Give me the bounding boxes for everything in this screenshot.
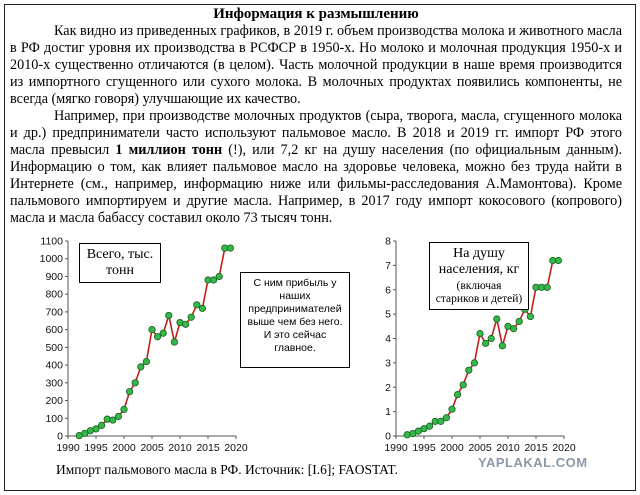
total-x-tick-label: 2000 [112, 442, 136, 454]
figure-caption: Импорт пальмового масла в РФ. Источник: [I.6]; FAOSTAT. [56, 462, 399, 477]
per-capita-data-point [555, 257, 561, 263]
per-capita-data-point [527, 313, 533, 319]
per-capita-data-point [510, 326, 516, 332]
total-x-tick-label: 2020 [224, 442, 248, 454]
total-y-tick-label: 800 [45, 288, 63, 301]
total-x-tick-label: 2010 [168, 442, 192, 454]
total-x-tick-label: 2005 [140, 442, 164, 454]
per-capita-y-tick-label: 1 [385, 406, 391, 419]
per-capita-y-tick-label: 0 [385, 430, 391, 443]
total-data-point [210, 277, 216, 283]
total-x-tick-label: 1995 [84, 442, 108, 454]
watermark-logo: YAPLAKAL.COM [478, 455, 588, 470]
per-capita-y-tick-label: 4 [385, 333, 391, 345]
total-y-tick-label: 400 [45, 359, 63, 372]
per-capita-data-point [449, 406, 455, 412]
per-capita-data-point [544, 284, 550, 290]
per-capita-y-tick-label: 8 [385, 235, 391, 248]
per-capita-data-point [516, 318, 522, 324]
paragraph-2-bold: 1 миллион тонн [115, 142, 223, 158]
note-line-1: С ним прибыль у наших предпринимателей выше чем без него. [247, 277, 343, 328]
total-y-tick-label: 700 [45, 306, 63, 319]
paragraph-2 [10, 108, 622, 227]
total-data-point [166, 312, 172, 318]
paragraph-1: Как видно из приведенных графиков, в 2019 г. объем производства молока и животного масла в РФ достиг уровня их производства в РСФСР в 1950-х. Но молоко и молочная продукция 1950-х и 2010-х существенно отличаются (в целом). Часть молочной продукции в наше время производится из импортного сгущенного или сухого молока. В молочных продуктах появились компоненты, не всегда (мягко говоря) улучшающие их качество. [10, 23, 622, 107]
total-data-point [171, 339, 177, 345]
total-y-tick-label: 300 [45, 377, 63, 390]
total-x-tick-label: 1990 [56, 442, 80, 454]
per-capita-y-tick-label: 7 [385, 259, 391, 272]
per-capita-data-point [460, 382, 466, 388]
per-capita-data-point [482, 340, 488, 346]
total-y-tick-label: 0 [57, 430, 63, 443]
total-data-point [154, 334, 160, 340]
total-data-point [182, 321, 188, 327]
per-capita-x-tick-label: 2000 [440, 442, 464, 454]
per-capita-data-point [454, 391, 460, 397]
per-capita-x-tick-label: 2020 [552, 442, 576, 454]
total-data-point [98, 422, 104, 428]
per-capita-x-tick-label: 2005 [468, 442, 492, 454]
total-chart-label-text: Всего, тыс. тонн [86, 247, 154, 278]
per-capita-x-tick-label: 2010 [496, 442, 520, 454]
total-x-tick-label: 2015 [196, 442, 220, 454]
total-data-point [132, 380, 138, 386]
per-capita-data-point [488, 335, 494, 341]
total-y-tick-label: 200 [45, 395, 63, 408]
total-y-tick-label: 900 [45, 270, 63, 283]
paragraph-2-start: Например, при производстве молочных продуктов (сыра, творога, масла, сгущенного молока и др.) предприниматели часто используют пальмовое масло. В 2018 и 2019 гг. импорт РФ этого масла превысил [10, 108, 622, 158]
page-title: Информация к размышлению [213, 6, 419, 22]
total-y-tick-label: 500 [45, 341, 63, 354]
per-capita-chart-sublabel: (включая стариков и детей) [435, 280, 523, 305]
article-body [10, 23, 622, 227]
per-capita-x-tick-label: 2015 [524, 442, 548, 454]
total-data-point [143, 358, 149, 364]
per-capita-data-point [443, 415, 449, 421]
total-y-tick-label: 600 [45, 324, 63, 337]
per-capita-y-tick-label: 2 [385, 381, 391, 394]
total-data-point [93, 426, 99, 432]
total-y-tick-label: 1000 [39, 253, 63, 266]
total-data-point [227, 245, 233, 251]
per-capita-chart-label-text: На душу населения, кг [438, 246, 520, 277]
paragraph-2-end: (!), или 7,2 кг на душу населения (по официальным данным). Информацию о том, как влияет пальмовое масло на здоровье человека, можно без труда найти в Интернете (см., например, информацию ниже или фильмы-расследования А.Мамонтова). Кроме пальмового импортируем и другие масла. Например, в 2017 году импорт кокосового (копрового) масла и масла бабассу составил около 73 тысяч тонн. [10, 142, 622, 226]
per-capita-data-point [438, 418, 444, 424]
total-data-point [149, 326, 155, 332]
total-data-point [115, 413, 121, 419]
per-capita-y-tick-label: 5 [385, 308, 391, 321]
per-capita-chart-label [429, 242, 529, 310]
total-y-tick-label: 100 [45, 412, 63, 425]
note-box [240, 272, 350, 368]
total-data-point [188, 314, 194, 320]
note-line-2: И это сейчас главное. [263, 329, 327, 354]
per-capita-data-point [477, 330, 483, 336]
total-data-point [110, 417, 116, 423]
total-chart-label [79, 243, 161, 283]
per-capita-data-point [494, 316, 500, 322]
per-capita-data-point [499, 343, 505, 349]
per-capita-data-point [426, 423, 432, 429]
per-capita-y-tick-label: 3 [385, 357, 391, 370]
total-data-point [160, 330, 166, 336]
total-data-point [216, 273, 222, 279]
per-capita-data-point [466, 367, 472, 373]
total-data-point [121, 406, 127, 412]
per-capita-y-tick-label: 6 [385, 284, 391, 297]
total-y-tick-label: 1100 [40, 235, 63, 248]
per-capita-x-tick-label: 1990 [384, 442, 408, 454]
total-data-point [199, 305, 205, 311]
per-capita-x-tick-label: 1995 [412, 442, 436, 454]
total-data-point [138, 364, 144, 370]
total-data-point [126, 388, 132, 394]
per-capita-data-point [471, 360, 477, 366]
total-data-point [194, 302, 200, 308]
